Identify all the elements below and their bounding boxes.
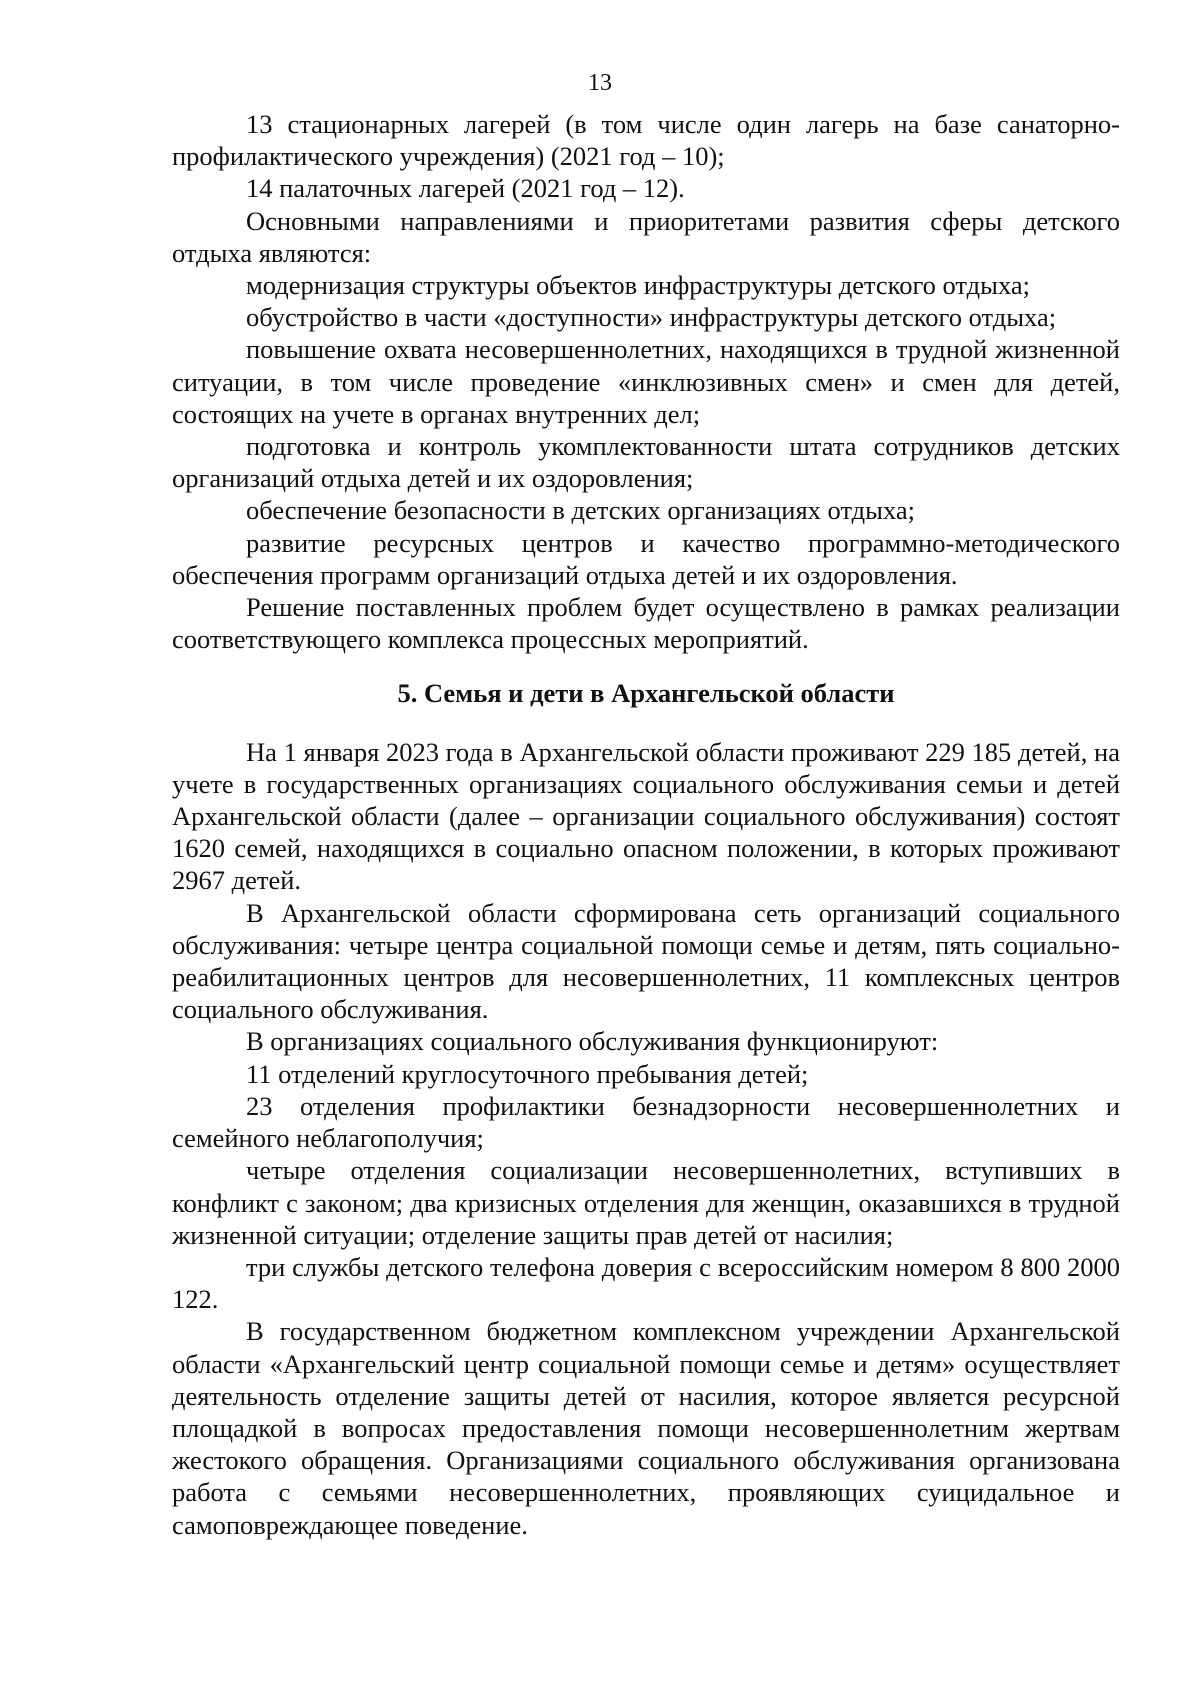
paragraph: В государственном бюджетном комплексном учреждении Архангельской области «Архангельский центр социальной помощи семье и детям» осуществляет деятельность отделение защиты детей от насилия, которое является ресурсной площадкой в вопросах предоставления помощи несовершеннолетним жертвам жестокого обращения. Организациями социального обслуживания организована работа с семьями несовершеннолетних, проявляющих суицидальное и самоповреждающее поведение. <box>172 1316 1120 1540</box>
paragraph: В Архангельской области сформирована сеть организаций социального обслуживания: четыре центра социальной помощи семье и детям, пять социально-реабилитационных центров для несовершеннолетних, 11 комплексных центров социального обслуживания. <box>172 897 1120 1025</box>
section-heading: 5. Семья и дети в Архангельской области <box>397 678 895 709</box>
paragraph: 11 отделений круглосуточного пребывания детей; <box>246 1058 809 1089</box>
paragraph: 23 отделения профилактики безнадзорности несовершеннолетних и семейного неблагополучия; <box>172 1090 1120 1154</box>
paragraph: четыре отделения социализации несовершеннолетних, вступивших в конфликт с законом; два кризисных отделения для женщин, оказавшихся в трудной жизненной ситуации; отделение защиты прав детей от насилия; <box>172 1155 1120 1250</box>
paragraph: подготовка и контроль укомплектованности штата сотрудников детских организаций отдыха детей и их оздоровления; <box>172 431 1120 494</box>
paragraph: развитие ресурсных центров и качество программно-методического обеспечения программ организаций отдыха детей и их оздоровления. <box>172 527 1120 590</box>
paragraph: обустройство в части «доступности» инфраструктуры детского отдыха; <box>246 302 1057 333</box>
paragraph: 14 палаточных лагерей (2021 год – 12). <box>246 173 685 204</box>
paragraph: Основными направлениями и приоритетами развития сферы детского отдыха являются: <box>172 205 1120 268</box>
paragraph: модернизация структуры объектов инфраструктуры детского отдыха; <box>246 270 1030 301</box>
paragraph: повышение охвата несовершеннолетних, находящихся в трудной жизненной ситуации, в том числе проведение «инклюзивных смен» и смен для детей, состоящих на учете в органах внутренних дел; <box>172 334 1120 429</box>
document-body <box>172 108 1120 1541</box>
paragraph: На 1 января 2023 года в Архангельской области проживают 229 185 детей, на учете в государственных организациях социального обслуживания семьи и детей Архангельской области (далее – организации социального обслуживания) состоят 1620 семей, находящихся в социально опасном положении, в которых проживают 2967 детей. <box>172 736 1120 896</box>
section-family-and-children <box>172 736 1120 1541</box>
page-number: 13 <box>588 70 612 96</box>
paragraph: три службы детского телефона доверия с всероссийским номером 8 800 2000 122. <box>172 1251 1120 1315</box>
paragraph: Решение поставленных проблем будет осуществлено в рамках реализации соответствующего комплекса процессных мероприятий. <box>172 592 1120 655</box>
paragraph: В организациях социального обслуживания функционируют: <box>246 1026 939 1057</box>
section-camps <box>172 108 1120 655</box>
paragraph: обеспечение безопасности в детских организациях отдыха; <box>246 495 915 526</box>
paragraph: 13 стационарных лагерей (в том числе один лагерь на базе санаторно-профилактического учреждения) (2021 год – 10); <box>172 109 1120 172</box>
